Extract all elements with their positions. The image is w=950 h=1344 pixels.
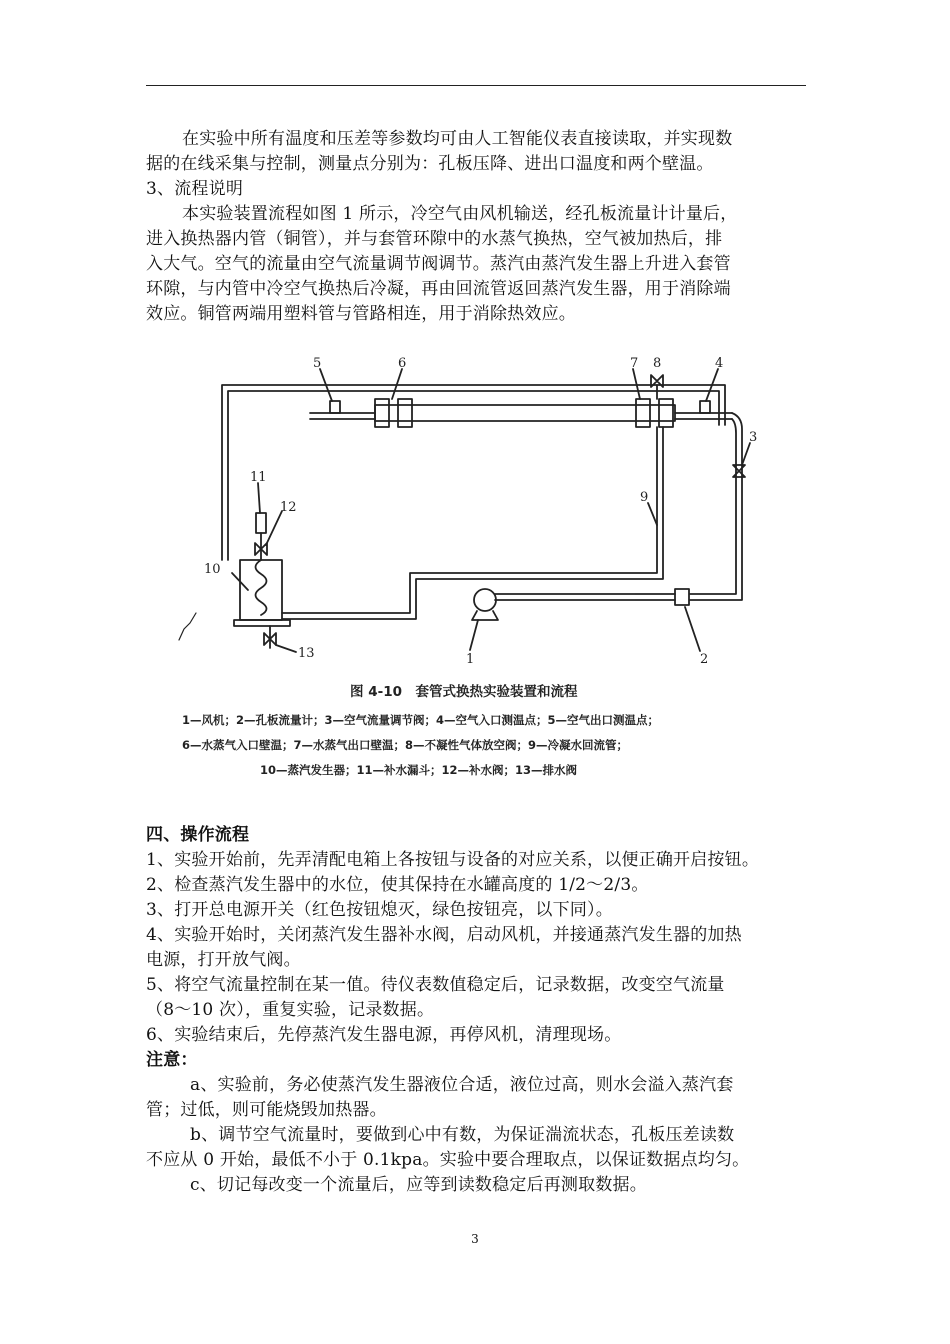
label-8: 8	[653, 356, 662, 371]
step-line: 3、打开总电源开关（红色按钮熄灭，绿色按钮亮，以下同）。	[146, 900, 613, 920]
section-heading-operation: 四、操作流程	[146, 825, 250, 845]
label-6: 6	[398, 356, 407, 371]
orifice-flowmeter	[675, 589, 689, 605]
step-line: 6、实验结束后，先停蒸汽发生器电源，再停风机，清理现场。	[146, 1025, 622, 1045]
note-line: a、实验前，务必使蒸汽发生器液位合适，液位过高，则水会溢入蒸汽套	[190, 1075, 734, 1095]
exchanger-shell	[375, 405, 675, 421]
label-3: 3	[749, 430, 758, 445]
paragraph-line: 在实验中所有温度和压差等参数均可由人工智能仪表直接读取，并实现数	[182, 129, 733, 149]
step-line: 1、实验开始前，先弄清配电箱上各按钮与设备的对应关系，以便正确开启按钮。	[146, 850, 760, 870]
outlet-temp-sensor	[330, 401, 340, 413]
blower-fan	[474, 589, 496, 611]
paragraph-line: 本实验装置流程如图 1 所示，冷空气由风机输送，经孔板流量计计量后，	[182, 204, 738, 224]
steam-generator	[240, 560, 282, 620]
label-11: 11	[250, 470, 267, 485]
note-line: c、切记每改变一个流量后，应等到读数稳定后再测取数据。	[190, 1175, 647, 1195]
air-control-valve	[733, 465, 745, 477]
condensate-return-pipe	[282, 427, 657, 613]
step-line: （8～10 次），重复实验，记录数据。	[146, 1000, 435, 1020]
apparatus-diagram	[170, 345, 790, 785]
label-2: 2	[700, 652, 709, 667]
step-line: 电源，打开放气阀。	[146, 950, 301, 970]
paragraph-line: 进入换热器内管（铜管），并与套管环隙中的水蒸气换热，空气被加热后，排	[146, 229, 723, 249]
note-line: 管；过低，则可能烧毁加热器。	[146, 1100, 387, 1120]
step-line: 2、检查蒸汽发生器中的水位，使其保持在水罐高度的 1/2～2/3。	[146, 875, 649, 895]
inlet-temp-sensor	[700, 401, 710, 413]
paragraph-line: 入大气。空气的流量由空气流量调节阀调节。蒸汽由蒸汽发生器上升进入套管	[146, 254, 731, 274]
section-heading-process: 3、流程说明	[146, 179, 244, 199]
header-rule	[146, 85, 806, 86]
label-7: 7	[630, 356, 639, 371]
figure-caption-title: 图 4-10 套管式换热实验装置和流程	[350, 684, 578, 700]
paragraph-line: 据的在线采集与控制，测量点分别为：孔板压降、进出口温度和两个壁温。	[146, 154, 714, 174]
paragraph-line: 效应。铜管两端用塑料管与管路相连，用于消除热效应。	[146, 304, 576, 324]
note-line: 不应从 0 开始，最低不小于 0.1kpa。实验中要合理取点，以保证数据点均匀。	[146, 1150, 750, 1170]
air-pipe-outer	[690, 413, 742, 600]
steam-line-inner	[228, 391, 719, 560]
notes-heading: 注意：	[146, 1050, 198, 1070]
figure-caption-line: 1—风机；2—孔板流量计；3—空气流量调节阀；4—空气入口测温点；5—空气出口测温点；	[182, 713, 660, 727]
figure-caption-line: 6—水蒸气入口壁温；7—水蒸气出口壁温；8—不凝性气体放空阀；9—冷凝水回流管；	[182, 738, 629, 752]
label-13: 13	[298, 646, 315, 661]
label-1: 1	[466, 652, 475, 667]
label-10: 10	[204, 562, 221, 577]
page-number: 3	[471, 1232, 479, 1246]
step-line: 5、将空气流量控制在某一值。待仪表数值稳定后，记录数据，改变空气流量	[146, 975, 725, 995]
label-12: 12	[280, 500, 297, 515]
figure-caption-line: 10—蒸汽发生器；11—补水漏斗；12—补水阀；13—排水阀	[260, 763, 578, 777]
paragraph-line: 环隙，与内管中冷空气换热后冷凝，再由回流管返回蒸汽发生器，用于消除端	[146, 279, 731, 299]
step-line: 4、实验开始时，关闭蒸汽发生器补水阀，启动风机，并接通蒸汽发生器的加热	[146, 925, 742, 945]
label-9: 9	[640, 490, 649, 505]
label-5: 5	[313, 356, 322, 371]
fill-funnel	[256, 513, 266, 533]
label-4: 4	[715, 356, 724, 371]
note-line: b、调节空气流量时，要做到心中有数，为保证湍流状态，孔板压差读数	[190, 1125, 735, 1145]
